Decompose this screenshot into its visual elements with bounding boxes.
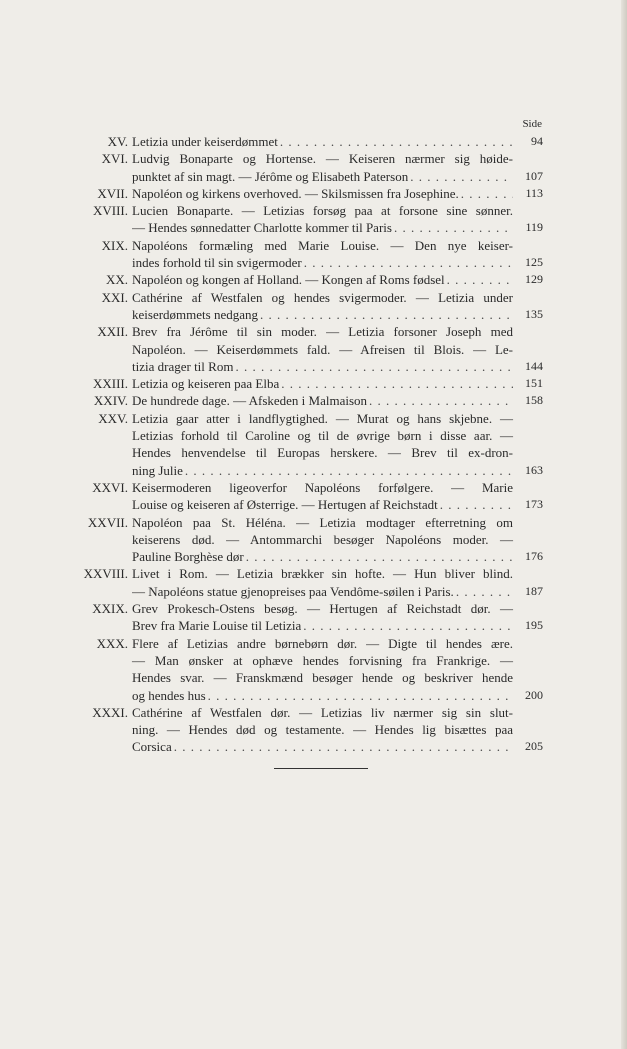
toc-entries <box>80 133 543 756</box>
dot-leader <box>459 185 513 202</box>
chapter-description <box>132 479 543 514</box>
chapter-line-text: og hendes hus <box>132 687 206 703</box>
chapter-line-text: — Man ønsker at ophæve hendes forvisning fra Frankrige. — <box>132 652 513 668</box>
toc-entry <box>80 600 543 635</box>
dot-leader <box>367 392 513 409</box>
chapter-line-text: keiserdømmets nedgang <box>132 306 258 322</box>
chapter-line <box>132 462 543 479</box>
chapter-line-text: Brev fra Jérôme til sin moder. — Letizia forsoner Joseph med <box>132 324 513 340</box>
dot-leader <box>445 271 513 288</box>
dot-leader <box>206 687 513 704</box>
chapter-line-text: Hendes henvendelse til Europas herskere. — Brev til ex-dron- <box>132 445 513 461</box>
chapter-description <box>132 565 543 600</box>
toc-entry <box>80 565 543 600</box>
chapter-number: XXIV. <box>93 393 128 409</box>
chapter-number: XX. <box>105 272 128 288</box>
chapter-line-text: Napoléon og kirkens overhoved. — Skilsmissen fra Josephine. <box>132 185 459 201</box>
chapter-line <box>132 375 543 392</box>
chapter-line-text: Keisermoderen ligeoverfor Napoléons forfølgere. — Marie <box>132 479 513 495</box>
chapter-description <box>132 185 543 202</box>
chapter-line <box>132 652 543 669</box>
chapter-line <box>132 323 543 340</box>
chapter-line-text: Louise og keiseren af Østerrige. — Hertugen af Reichstadt <box>132 497 438 513</box>
chapter-line <box>132 271 543 288</box>
chapter-number: XXX. <box>96 635 128 651</box>
page-number: 173 <box>525 497 543 512</box>
dot-leader <box>392 219 513 236</box>
chapter-description <box>132 392 543 409</box>
chapter-description <box>132 150 543 185</box>
dot-leader <box>438 496 513 513</box>
page-number: 200 <box>525 687 543 702</box>
chapter-number: XXXI. <box>92 704 128 720</box>
closing-rule <box>274 768 368 769</box>
page-edge <box>621 0 627 1049</box>
chapter-number: XXV. <box>98 410 128 426</box>
chapter-line <box>132 254 543 271</box>
dot-leader <box>244 548 513 565</box>
chapter-number: XV. <box>107 134 128 149</box>
chapter-number: XXI. <box>101 289 128 305</box>
dot-leader <box>302 254 513 271</box>
chapter-line-text: — Napoléons statue gjenopreises paa Vendôme-søilen i Paris. <box>132 583 454 599</box>
toc-entry <box>80 237 543 272</box>
chapter-line-text: tizia drager til Rom <box>132 358 234 374</box>
chapter-number: XXII. <box>97 324 128 340</box>
chapter-line <box>132 583 543 600</box>
dot-leader <box>279 375 513 392</box>
chapter-line <box>132 168 543 185</box>
dot-leader <box>301 617 513 634</box>
page-number: 94 <box>531 134 543 148</box>
chapter-line-text: indes forhold til sin svigermoder <box>132 255 302 271</box>
chapter-number: XIX. <box>101 237 128 253</box>
side-column-label: Side <box>522 118 542 130</box>
chapter-line-text: Livet i Rom. — Letizia brækker sin hofte. — Hun bliver blind. <box>132 566 513 582</box>
page-number: 187 <box>525 583 543 598</box>
chapter-line <box>132 150 543 167</box>
dot-leader <box>258 306 513 323</box>
chapter-description <box>132 635 543 704</box>
page-number: 135 <box>525 306 543 321</box>
toc-entry <box>80 392 543 409</box>
page-number: 176 <box>525 549 543 564</box>
chapter-line <box>132 306 543 323</box>
toc-entry <box>80 410 543 479</box>
toc-entry <box>80 133 543 150</box>
chapter-number: XXVIII. <box>83 566 128 582</box>
chapter-description <box>132 271 543 288</box>
chapter-line <box>132 496 543 513</box>
page-number: 119 <box>525 220 543 235</box>
chapter-line-text: Letizia og keiseren paa Elba <box>132 376 280 392</box>
toc-entry <box>80 375 543 392</box>
chapter-line-text: De hundrede dage. — Afskeden i Malmaison <box>132 393 368 409</box>
page-number: 205 <box>525 739 543 754</box>
chapter-line <box>132 617 543 634</box>
dot-leader <box>183 462 513 479</box>
page-number: 125 <box>525 255 543 270</box>
toc-entry <box>80 185 543 202</box>
chapter-line-text: Napoléon og kongen af Holland. — Kongen af Roms fødsel <box>132 272 445 288</box>
toc-entry <box>80 150 543 185</box>
chapter-line-text: Grev Prokesch-Ostens besøg. — Hertugen af Reichstadt dør. — <box>132 601 513 617</box>
chapter-line-text: ning Julie <box>132 462 183 478</box>
chapter-description <box>132 323 543 375</box>
toc-entry <box>80 289 543 324</box>
chapter-line-text: Letizia gaar atter i landflygtighed. — Murat og hans skjebne. — <box>132 410 513 426</box>
table-of-contents <box>80 116 543 756</box>
chapter-line <box>132 548 543 565</box>
chapter-line-text: — Hendes sønnedatter Charlotte kommer til Paris <box>132 220 392 236</box>
chapter-line-text: Cathérine af Westfalen dør. — Letizias liv nærmer sig sin slut- <box>132 704 513 720</box>
chapter-description <box>132 514 543 566</box>
chapter-line-text: Letizia under keiserdømmet <box>132 134 278 149</box>
chapter-line <box>132 514 543 531</box>
toc-entry <box>80 202 543 237</box>
chapter-line-text: Napoléon. — Keiserdømmets fald. — Afreisen til Blois. — Le- <box>132 341 513 357</box>
chapter-line <box>132 531 543 548</box>
chapter-line <box>132 669 543 686</box>
chapter-line-text: Cathérine af Westfalen og hendes svigermoder. — Letizia under <box>132 289 513 305</box>
chapter-number: XVI. <box>101 151 128 167</box>
chapter-line-text: punktet af sin magt. — Jérôme og Elisabeth Paterson <box>132 168 409 184</box>
toc-entry <box>80 271 543 288</box>
chapter-line <box>132 341 543 358</box>
chapter-line <box>132 237 543 254</box>
chapter-number: XVIII. <box>92 203 128 219</box>
chapter-line <box>132 738 543 755</box>
chapter-description <box>132 375 543 392</box>
chapter-number: XXVI. <box>92 479 128 495</box>
page-number: 113 <box>525 185 543 200</box>
chapter-line-text: Lucien Bonaparte. — Letizias forsøg paa at forsone sine sønner. <box>132 203 513 219</box>
page-number: 195 <box>525 618 543 633</box>
page-number: 158 <box>525 393 543 408</box>
chapter-number: XVII. <box>97 185 128 201</box>
chapter-line-text: Napoléons formæling med Marie Louise. — Den nye keiser- <box>132 237 513 253</box>
dot-leader <box>172 738 513 755</box>
toc-entry <box>80 323 543 375</box>
toc-entry <box>80 479 543 514</box>
chapter-line <box>132 704 543 721</box>
chapter-line <box>132 479 543 496</box>
chapter-line-text: Pauline Borghèse dør <box>132 549 244 565</box>
chapter-number: XXIII. <box>92 376 128 392</box>
dot-leader <box>233 358 513 375</box>
chapter-description <box>132 133 543 150</box>
toc-entry <box>80 514 543 566</box>
toc-entry <box>80 704 543 756</box>
chapter-line-text: Flere af Letizias andre børnebørn dør. — Digte til hendes ære. <box>132 635 513 651</box>
chapter-line-text: Letizias forhold til Caroline og til de øvrige børn i disse aar. — <box>132 428 513 444</box>
page-number: 107 <box>525 168 543 183</box>
page-number: 129 <box>525 272 543 287</box>
chapter-line <box>132 721 543 738</box>
chapter-line <box>132 185 543 202</box>
chapter-description <box>132 237 543 272</box>
toc-entry <box>80 635 543 704</box>
dot-leader <box>278 133 513 150</box>
chapter-line-text: Hendes svar. — Franskmænd besøger hende og beskriver hende <box>132 670 513 686</box>
chapter-description <box>132 410 543 479</box>
chapter-line <box>132 202 543 219</box>
chapter-line-text: keiserens død. — Antommarchi besøger Napoléons moder. — <box>132 531 513 547</box>
page-number: 151 <box>525 376 543 391</box>
chapter-line <box>132 444 543 461</box>
chapter-number: XXIX. <box>92 601 128 617</box>
page-number: 144 <box>525 358 543 373</box>
chapter-line <box>132 565 543 582</box>
chapter-line <box>132 219 543 236</box>
chapter-description <box>132 202 543 237</box>
chapter-line <box>132 410 543 427</box>
chapter-line <box>132 427 543 444</box>
chapter-line <box>132 358 543 375</box>
chapter-number: XXVII. <box>87 514 128 530</box>
chapter-description <box>132 289 543 324</box>
chapter-line-text: Ludvig Bonaparte og Hortense. — Keiseren nærmer sig høide- <box>132 151 513 167</box>
chapter-line <box>132 687 543 704</box>
chapter-line <box>132 133 543 150</box>
chapter-line-text: Napoléon paa St. Héléna. — Letizia modtager efterretning om <box>132 514 513 530</box>
chapter-line <box>132 289 543 306</box>
page-number: 163 <box>525 462 543 477</box>
chapter-line <box>132 635 543 652</box>
chapter-line-text: ning. — Hendes død og testamente. — Hendes lig bisættes paa <box>132 722 513 738</box>
chapter-line <box>132 392 543 409</box>
chapter-line <box>132 600 543 617</box>
chapter-line-text: Brev fra Marie Louise til Letizia <box>132 618 302 634</box>
chapter-description <box>132 600 543 635</box>
dot-leader <box>408 168 513 185</box>
chapter-line-text: Corsica <box>132 739 172 755</box>
dot-leader <box>454 583 513 600</box>
chapter-description <box>132 704 543 756</box>
